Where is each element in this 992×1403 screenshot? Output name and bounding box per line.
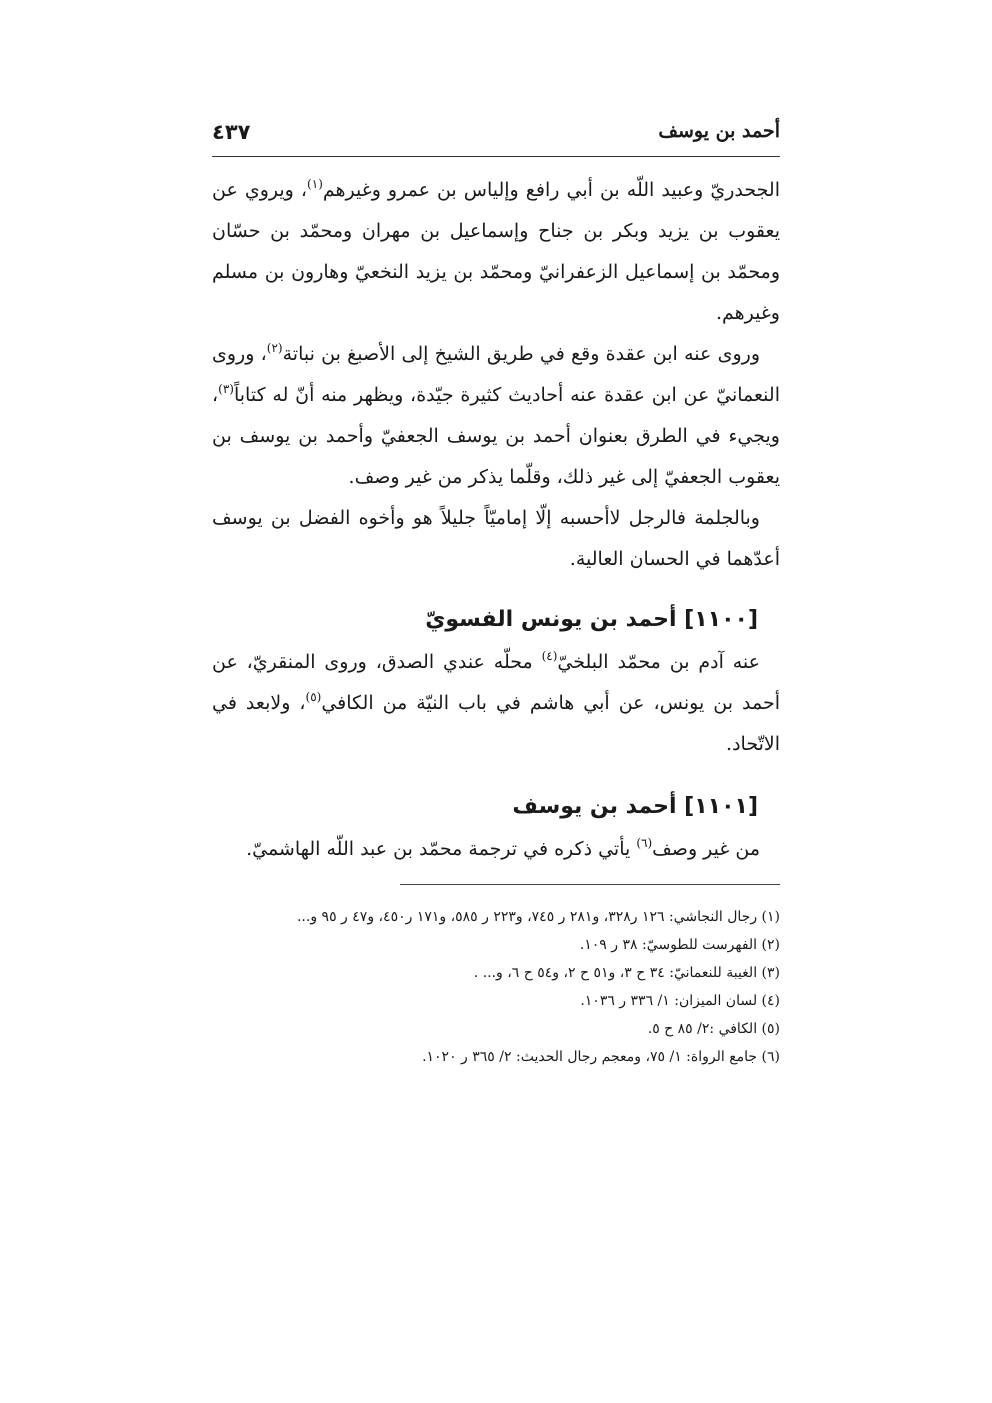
footnote-marker: (٦) — [636, 836, 653, 850]
running-head — [212, 120, 780, 157]
intro-paragraph-2: وروى عنه ابن عقدة وقع في طريق الشيخ إلى الأصبغ بن نباتة$^{(٢)}$، وروى النعمانيّ عن ابن عقدة عنه أحاديث كثيرة جيّدة، ويظهر منه أنّ له كتاباً$^{(٣)}$، ويجيء في الطرق بعنوان أحمد بن يوسف الجعفيّ وأحمد بن يوسف بن يعقوب الجعفيّ إلى غير ذلك، وقلّما يذكر من غير وصف. — [212, 341, 780, 488]
entry-heading-1101: [١١٠١] أحمد بن يوسف — [512, 794, 758, 819]
footnote-4: (٤) لسان الميزان: ١/ ٣٣٦ ر ١٠٣٦. — [580, 993, 780, 1009]
footnote-1: (١) رجال النجاشي: ١٢٦ ر٣٢٨، و٢٨١ ر ٧٤٥، و٢٢٣ ر ٥٨٥، و١٧١ ر٤٥٠، و٤٧ ر ٩٥ و... — [296, 909, 780, 925]
entry-1100-text: عنه آدم بن محمّد البلخيّ$^{(٤)}$ محلّه عندي الصدق، وروى المنقريّ، عن أحمد بن يونس، عن أبي هاشم في باب النيّة من الكافي$^{(٥)}$، ولابعد في الاتّحاد. — [212, 649, 780, 755]
footnote-separator — [400, 884, 780, 885]
running-title: أحمد بن يوسف — [658, 120, 780, 142]
footnote-2: (٢) الفهرست للطوسيّ: ٣٨ ر ١٠٩. — [579, 937, 780, 953]
footnote-marker: (٥) — [305, 690, 322, 704]
footnote-5: (٥) الكافي :٢/ ٨٥ ح ٥. — [647, 1021, 780, 1037]
footnote-marker: (٢) — [266, 341, 283, 355]
intro-paragraph-3: وبالجلمة فالرجل لاأحسبه إلّا إماميّاً جليلاً هو وأخوه الفضل بن يوسف أعدّهما في الحسان العالية. — [212, 507, 780, 570]
entry-heading-1100: [١١٠٠] أحمد بن يونس الفسويّ — [425, 607, 758, 632]
footnotes — [212, 903, 780, 1071]
page-number: ٤٣٧ — [212, 120, 251, 144]
entry-1101-text: من غير وصف$^{(٦)}$ يأتي ذكره في ترجمة محمّد بن عبد اللّه الهاشميّ. — [246, 836, 760, 860]
footnote-marker: (١) — [307, 177, 323, 191]
footnote-3: (٣) الغيبة للنعمانيّ: ٣٤ ح ٣، و٥١ ح ٢، و٥٤ ح ٦، و... . — [473, 965, 780, 981]
footnote-marker: (٤) — [541, 649, 558, 663]
intro-paragraph-1: الجحدريّ وعبيد اللّه بن أبي رافع وإلياس بن عمرو وغيرهم$^{(١)}$، ويروي عن يعقوب بن يزيد وبكر بن جناح وإسماعيل بن مهران ومحمّد بن حسّان ومحمّد بن إسماعيل الزعفرانيّ ومحمّد بن يزيد النخعيّ وهارون بن مسلم وغيرهم. — [212, 177, 780, 324]
footnote-marker: (٣) — [218, 382, 234, 396]
footnote-6: (٦) جامع الرواة: ١/ ٧٥، ومعجم رجال الحديث: ٢/ ٣٦٥ ر ١٠٢٠. — [422, 1049, 780, 1065]
body-text — [212, 170, 780, 870]
